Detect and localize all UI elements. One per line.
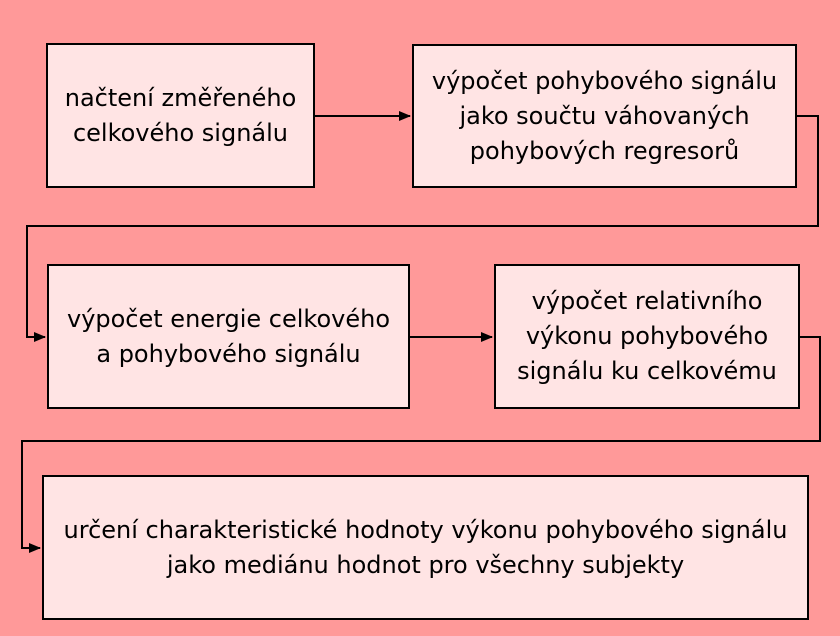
step-2-line-2: jako součtu váhovaných: [459, 101, 750, 130]
step-2-line-1: výpočet pohybového signálu: [431, 66, 778, 95]
step-5-box: [42, 475, 809, 620]
step-3-text: [67, 302, 390, 372]
step-5-line-1: určení charakteristické hodnoty výkonu pohybového signálu: [63, 515, 788, 544]
step-2-text: [432, 64, 777, 169]
step-4-line-3: signálu ku celkovému: [517, 357, 777, 385]
step-4-text: [517, 284, 777, 389]
step-1-line-2: celkového signálu: [72, 118, 289, 147]
step-4-box: [494, 264, 800, 409]
step-5-text: [64, 513, 788, 583]
step-3-box: [47, 264, 410, 409]
step-4-line-2: výkonu pohybového: [525, 322, 769, 350]
step-1-line-1: načtení změřeného: [64, 83, 297, 112]
step-5-line-2: jako mediánu hodnot pro všechny subjekty: [166, 550, 685, 579]
step-3-line-2: a pohybového signálu: [96, 339, 361, 368]
step-2-line-3: pohybových regresorů: [469, 136, 740, 165]
step-2-box: [412, 44, 797, 188]
step-1-box: [46, 43, 315, 188]
step-3-line-1: výpočet energie celkového: [66, 304, 391, 333]
step-1-text: [65, 81, 297, 151]
step-4-line-1: výpočet relativního: [531, 287, 763, 315]
